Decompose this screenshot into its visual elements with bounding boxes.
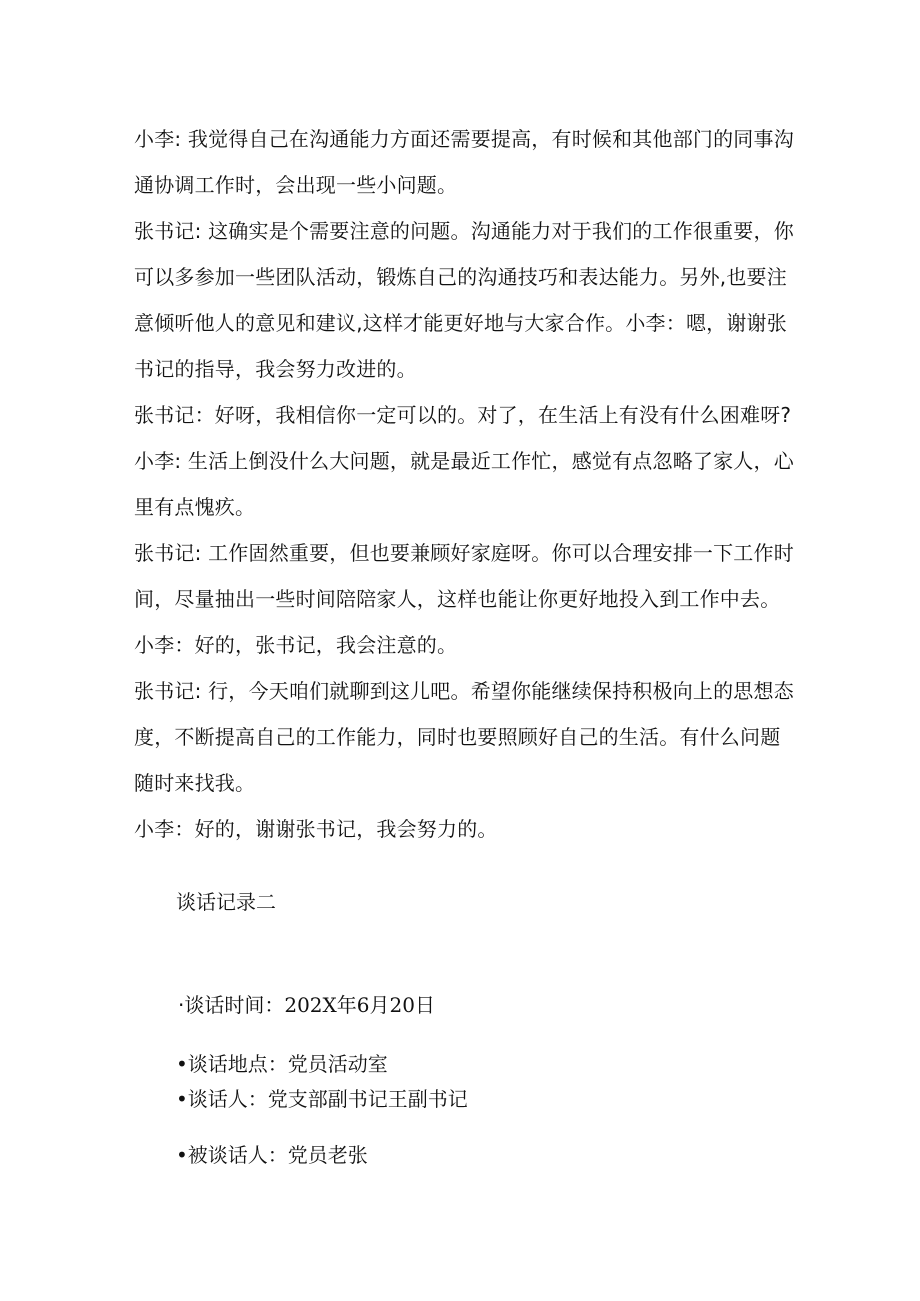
meta-label: ·谈话时间：: [178, 993, 285, 1017]
dialogue-paragraph: 小李：好的，张书记，我会注意的。: [134, 633, 458, 657]
meta-value: 党支部副书记王副书记: [267, 1087, 468, 1111]
meta-value: 党员老张: [287, 1143, 368, 1167]
meta-value: 202X年6月20日: [284, 993, 435, 1017]
dialogue-paragraph: 张书记: 这确实是个需要注意的问题。沟通能力对于我们的工作很重要，你可以多参加一些团队活动，锻炼自己的沟通技巧和表达能力。另外,也要注意倾听他人的意见和建议,这样才能更好地与大家合作。小李：嗯，谢谢张书记的指导，我会努力改进的。: [134, 219, 794, 381]
meta-value: 党员活动室: [287, 1052, 388, 1076]
dialogue-paragraph: 张书记：好呀，我相信你一定可以的。对了，在生活上有没有什么困难呀?: [134, 403, 792, 427]
meta-conversation-speaker: [176, 1082, 468, 1116]
meta-conversation-place: [176, 1047, 388, 1081]
meta-label: •被谈话人：: [176, 1143, 288, 1167]
dialogue-transcript: [134, 116, 794, 852]
section-title: 谈话记录二: [176, 890, 276, 914]
dialogue-paragraph: 小李：好的，谢谢张书记，我会努力的。: [134, 817, 498, 841]
meta-conversation-listener: [176, 1138, 368, 1172]
dialogue-paragraph: 张书记: 行，今天咱们就聊到这儿吧。希望你能继续保持积极向上的思想态度，不断提高自己的工作能力，同时也要照顾好自己的生活。有什么问题随时来找我。: [134, 679, 794, 795]
dialogue-paragraph: 小李: 我觉得自己在沟通能力方面还需要提高，有时候和其他部门的同事沟通协调工作时，会出现一些小问题。: [134, 127, 794, 197]
dialogue-paragraph: 张书记: 工作固然重要，但也要兼顾好家庭呀。你可以合理安排一下工作时间，尽量抽出一些时间陪陪家人，这样也能让你更好地投入到工作中去。: [134, 541, 794, 611]
meta-label: •谈话人：: [176, 1087, 268, 1111]
dialogue-paragraph: 小李: 生活上倒没什么大问题，就是最近工作忙，感觉有点忽略了家人，心里有点愧疚。: [134, 449, 794, 519]
meta-conversation-time: [178, 988, 435, 1022]
meta-label: •谈话地点：: [176, 1052, 288, 1076]
